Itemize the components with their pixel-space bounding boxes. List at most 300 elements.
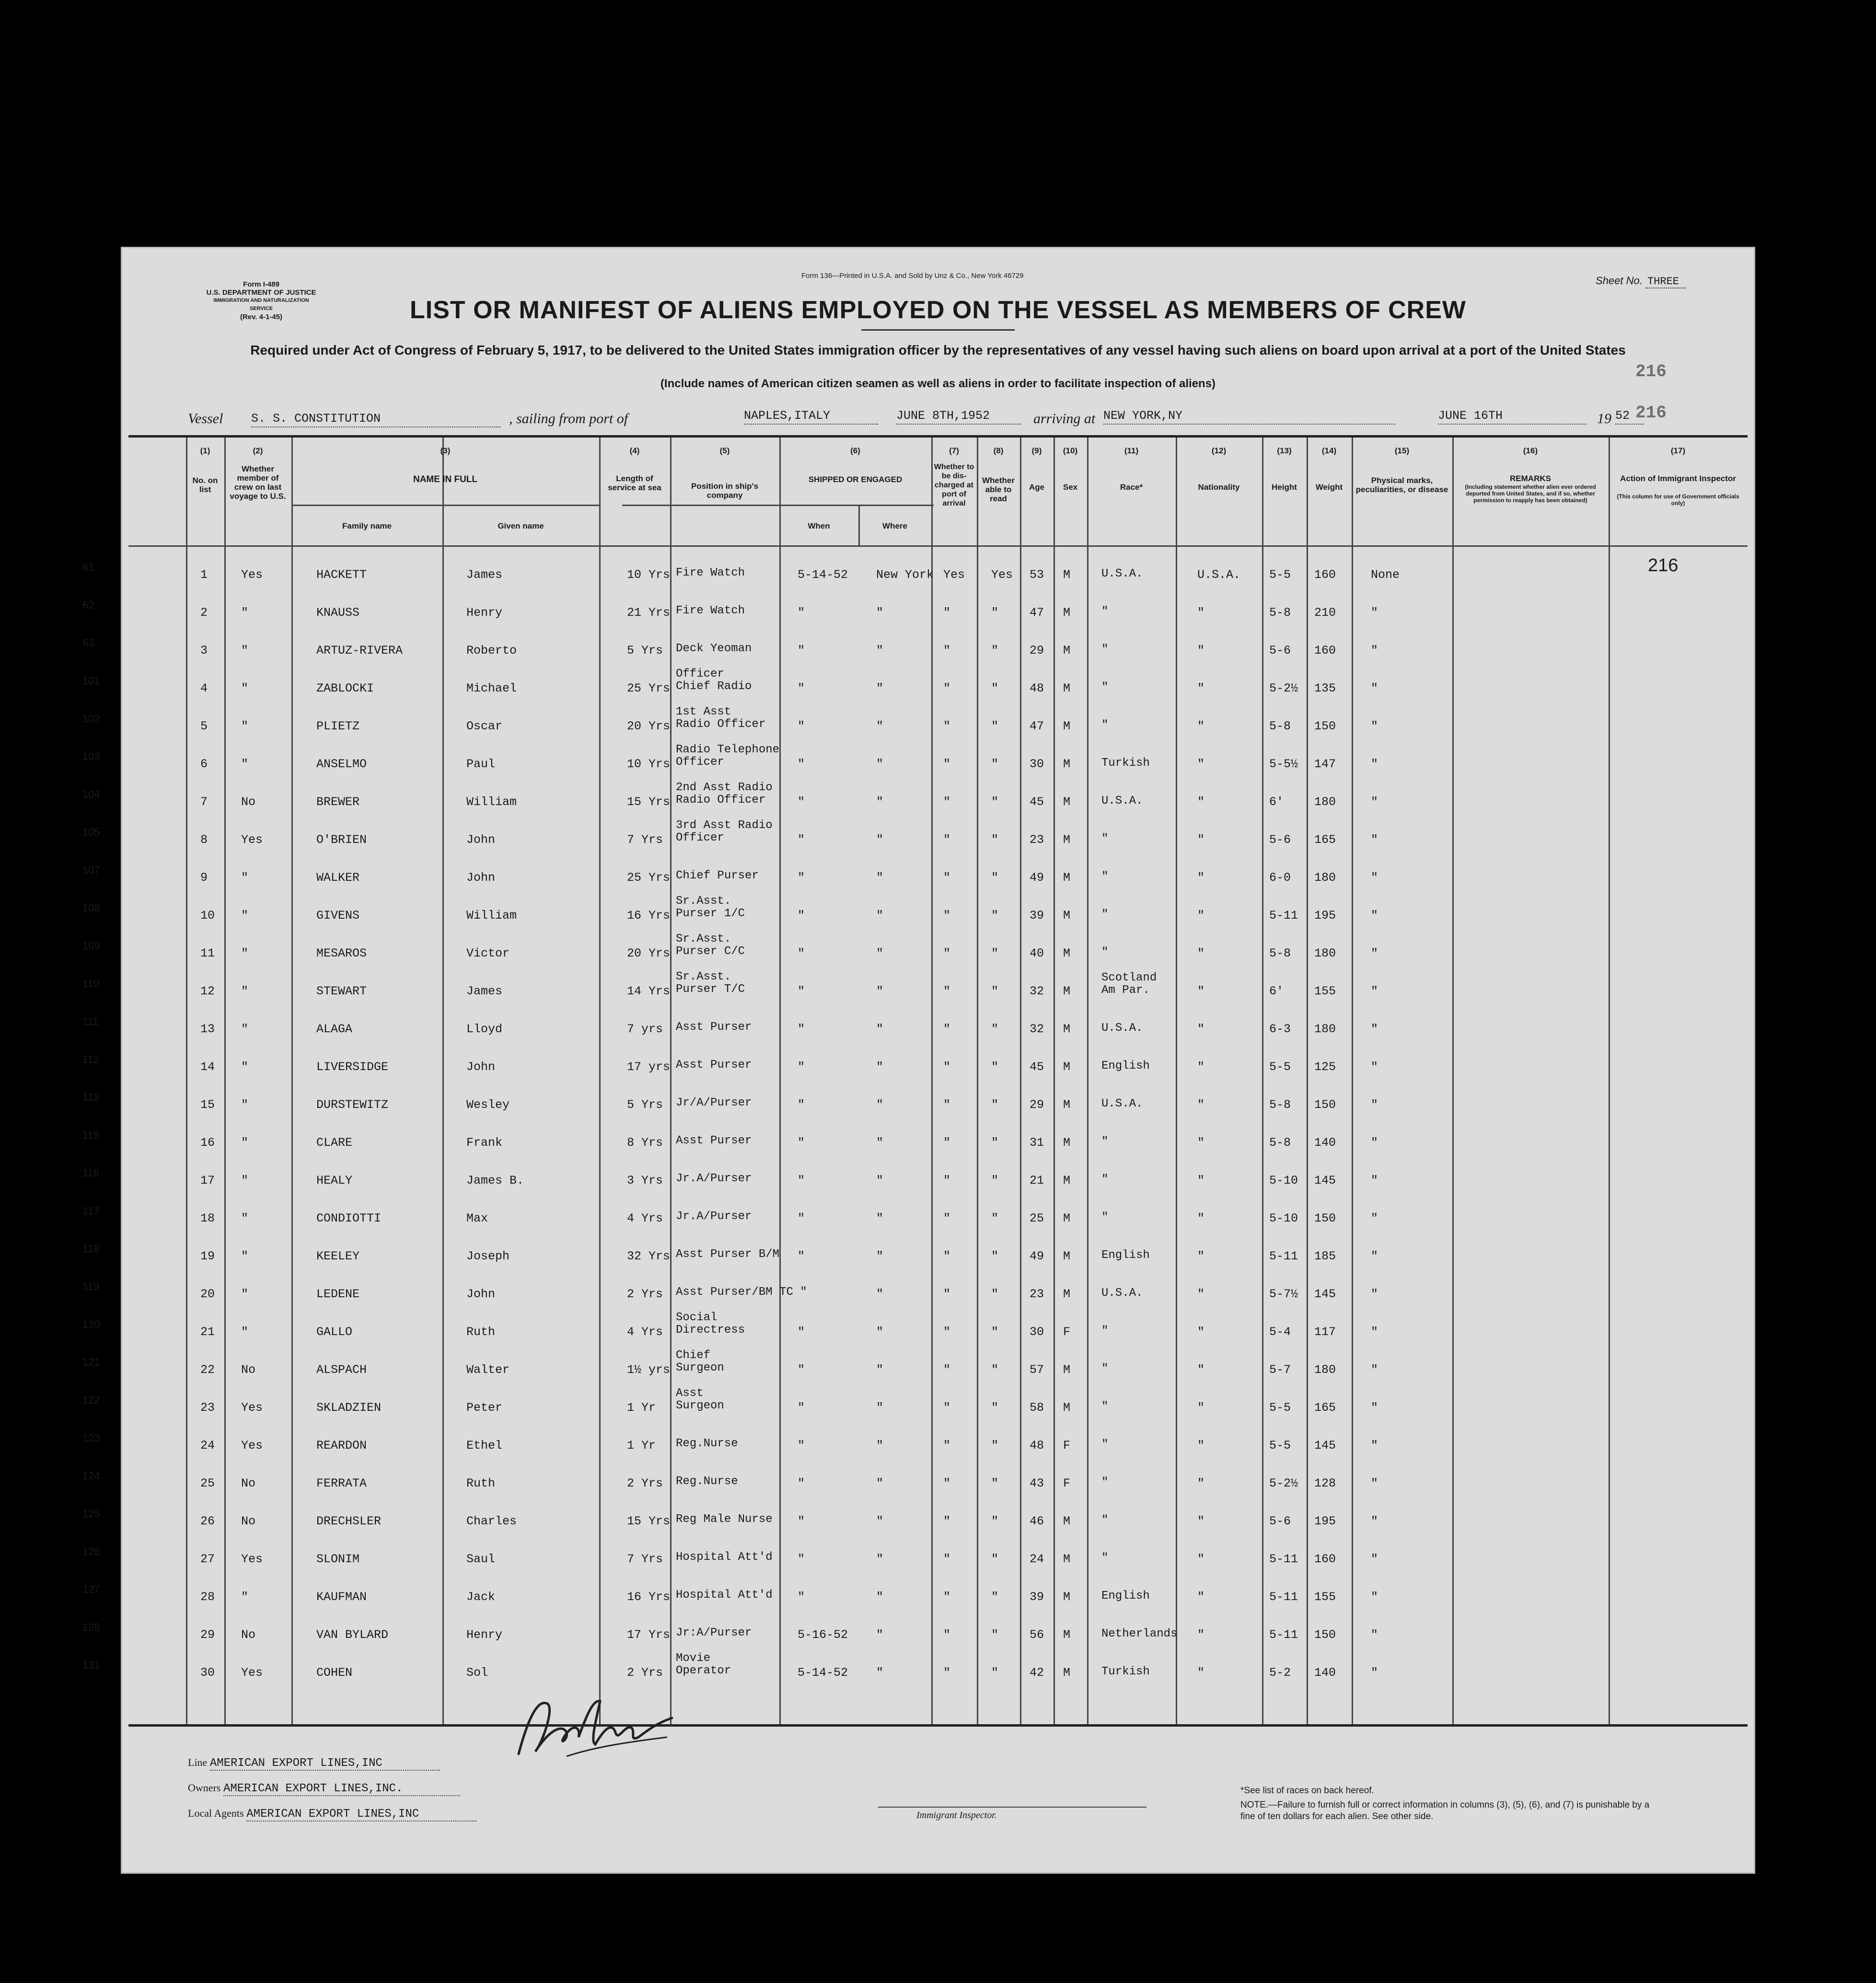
shipped-where: " (876, 757, 884, 771)
col-number: (9) (1031, 446, 1042, 455)
able-to-read: " (991, 1174, 999, 1187)
table-row (82, 970, 1748, 1011)
ref-number: 131 (82, 1659, 100, 1671)
year-prefix: 19 (1597, 411, 1611, 427)
race: English (1101, 1249, 1150, 1262)
service-length: 14 Yrs (627, 984, 671, 998)
able-to-read: " (991, 871, 999, 885)
col-number: (7) (949, 446, 959, 455)
able-to-read: " (991, 606, 999, 620)
shipped-when: " (798, 681, 805, 695)
race: U.S.A. (1101, 1022, 1143, 1035)
race: " (1101, 946, 1109, 959)
col-number: (10) (1063, 446, 1078, 455)
ref-number: 105 (82, 826, 100, 838)
table-row (82, 668, 1748, 708)
list-number: 23 (200, 1401, 215, 1415)
arrival-year: 52 (1615, 409, 1644, 425)
col-number: (1) (200, 446, 210, 455)
last-voyage: " (241, 1287, 249, 1301)
shipped-when: " (798, 984, 805, 998)
able-to-read: " (991, 833, 999, 847)
family-name: VAN BYLARD (316, 1628, 389, 1642)
weight: 185 (1314, 1249, 1336, 1263)
service-length: 2 Yrs (627, 1476, 663, 1490)
agents-value: AMERICAN EXPORT LINES,INC (246, 1808, 476, 1822)
list-number: 29 (200, 1628, 215, 1642)
race-line2: Am Par. (1101, 984, 1150, 997)
height: 5-8 (1269, 1136, 1291, 1150)
family-name: SKLADZIEN (316, 1401, 382, 1415)
shipped-when: " (798, 1476, 805, 1490)
vessel-line (188, 409, 1683, 430)
age: 47 (1030, 719, 1044, 733)
able-to-read: " (991, 1022, 999, 1036)
shipped-where: " (876, 1022, 884, 1036)
header-divider (128, 545, 1748, 547)
list-number: 28 (200, 1590, 215, 1604)
family-name: KEELEY (316, 1249, 360, 1263)
nationality: " (1197, 1590, 1205, 1604)
family-name: SLONIM (316, 1552, 360, 1566)
able-to-read: Yes (991, 568, 1013, 582)
table-row (82, 1617, 1748, 1655)
discharged: " (943, 1098, 951, 1112)
physical-marks: None (1371, 568, 1400, 582)
shipped-when: " (798, 1060, 805, 1074)
ship-position-line1: Officer (676, 668, 724, 680)
race: Netherlands (1101, 1627, 1178, 1640)
service-length: 15 Yrs (627, 795, 671, 809)
service-length: 25 Yrs (627, 871, 671, 885)
sheet-label: Sheet No. (1596, 275, 1643, 287)
col-header-read: Whether able to read (982, 476, 1015, 503)
sex: M (1063, 1552, 1071, 1566)
race: " (1101, 1438, 1109, 1451)
ship-position-line2: Directress (676, 1324, 745, 1337)
age: 29 (1030, 1098, 1044, 1112)
penalty-note: NOTE.—Failure to furnish full or correct information in columns (3), (5), (6), and (7) is punishable by a fine of ten dollars for each alien. See other side. (1240, 1800, 1650, 1822)
ref-number: 110 (82, 978, 100, 990)
discharged: " (943, 909, 951, 922)
ref-number: 120 (82, 1318, 100, 1330)
nationality: " (1197, 1439, 1205, 1453)
weight: 195 (1314, 1514, 1336, 1528)
family-name: ANSELMO (316, 757, 367, 771)
table-row (82, 895, 1748, 935)
nationality: " (1197, 1287, 1205, 1301)
weight: 128 (1314, 1476, 1336, 1490)
able-to-read: " (991, 681, 999, 695)
race: " (1101, 832, 1109, 845)
able-to-read: " (991, 1249, 999, 1263)
shipped-when: " (798, 1174, 805, 1187)
table-row (82, 781, 1748, 822)
ship-position: Chief Purser (676, 869, 759, 882)
col-header-shipped: SHIPPED OR ENGAGED (808, 475, 903, 484)
able-to-read: " (991, 1552, 999, 1566)
age: 53 (1030, 568, 1044, 582)
sex: M (1063, 946, 1071, 960)
sex: M (1063, 1590, 1071, 1604)
ref-number: 121 (82, 1356, 100, 1368)
shipped-where: " (876, 984, 884, 998)
given-name: Wesley (466, 1098, 510, 1112)
agents-label: Local Agents (188, 1807, 244, 1819)
list-number: 30 (200, 1666, 215, 1680)
ref-number: 125 (82, 1508, 100, 1520)
service-length: 2 Yrs (627, 1287, 663, 1301)
shipped-where: " (876, 1552, 884, 1566)
list-number: 10 (200, 909, 215, 922)
service-length: 1 Yr (627, 1401, 656, 1415)
able-to-read: " (991, 1628, 999, 1642)
last-voyage: " (241, 1098, 249, 1112)
list-number: 27 (200, 1552, 215, 1566)
given-name: Charles (466, 1514, 517, 1528)
age: 58 (1030, 1401, 1044, 1415)
family-name: MESAROS (316, 946, 367, 960)
discharged: " (943, 1022, 951, 1036)
height: 5-7 (1269, 1363, 1291, 1377)
able-to-read: " (991, 1590, 999, 1604)
col-header-remarks-note: (Including statement whether alien ever ordered deported from United States, and if so, whether permission to reapply has been obtained) (1465, 484, 1596, 504)
ship-position-line1: 1st Asst (676, 705, 731, 718)
nationality: " (1197, 1476, 1205, 1490)
family-name: LEDENE (316, 1287, 360, 1301)
ship-position: Deck Yeoman (676, 642, 752, 655)
include-note: (Include names of American citizen seamen as well as aliens in order to facilitate inspection of aliens) (660, 377, 1216, 390)
physical-marks: " (1371, 644, 1378, 657)
shipped-where: " (876, 833, 884, 847)
given-name: John (466, 871, 496, 885)
list-number: 18 (200, 1211, 215, 1225)
able-to-read: " (991, 1136, 999, 1150)
last-voyage: " (241, 719, 249, 733)
col-number: (12) (1211, 446, 1227, 455)
col-number: (11) (1124, 446, 1139, 455)
ship-position-line2: Operator (676, 1664, 731, 1677)
given-name: James (466, 984, 503, 998)
given-name: Henry (466, 1628, 503, 1642)
race: Turkish (1101, 1665, 1150, 1678)
sex: M (1063, 1249, 1071, 1263)
col-number: (8) (993, 446, 1004, 455)
list-number: 13 (200, 1022, 215, 1036)
discharged: " (943, 1174, 951, 1187)
ship-position-line1: Sr.Asst. (676, 933, 731, 945)
race: English (1101, 1590, 1150, 1603)
service-length: 17 Yrs (627, 1628, 671, 1642)
ship-position: Jr.A/Purser (676, 1172, 752, 1185)
service-length: 17 yrs (627, 1060, 671, 1074)
table-row (82, 1504, 1748, 1541)
nationality: " (1197, 984, 1205, 998)
weight: 150 (1314, 719, 1336, 733)
family-name: KNAUSS (316, 606, 360, 620)
nationality: " (1197, 1552, 1205, 1566)
nationality: " (1197, 1211, 1205, 1225)
age: 23 (1030, 833, 1044, 847)
given-name: Henry (466, 606, 503, 620)
shipped-subrule (779, 505, 934, 506)
inspector-line (878, 1807, 1146, 1808)
weight: 165 (1314, 1401, 1336, 1415)
col-header-no: No. on list (192, 476, 218, 494)
discharged: " (943, 606, 951, 620)
table-row (82, 1239, 1748, 1276)
race: " (1101, 681, 1109, 694)
family-name: GALLO (316, 1325, 353, 1339)
ship-position-line2: Officer (676, 831, 724, 844)
age: 39 (1030, 909, 1044, 922)
family-name: HEALY (316, 1174, 353, 1187)
shipped-when: " (798, 1439, 805, 1453)
physical-marks: " (1371, 984, 1378, 998)
title-underline (861, 329, 1015, 331)
last-voyage: " (241, 1136, 249, 1150)
printer-note: Form 136—Printed in U.S.A. and Sold by Unz & Co., New York 46729 (801, 272, 1024, 280)
given-name: Lloyd (466, 1022, 503, 1036)
discharged: " (943, 1476, 951, 1490)
col-header-race: Race* (1120, 483, 1143, 492)
race: " (1101, 1552, 1109, 1565)
col-header-where: Where (882, 521, 907, 530)
nationality: " (1197, 1401, 1205, 1415)
vessel-label: Vessel (188, 411, 223, 427)
shipped-when: 5-14-52 (798, 1666, 848, 1680)
shipped-when: " (798, 1249, 805, 1263)
list-number: 12 (200, 984, 215, 998)
physical-marks: " (1371, 1401, 1378, 1415)
col-number: (14) (1321, 446, 1337, 455)
shipped-subrule (622, 505, 780, 506)
weight: 160 (1314, 568, 1336, 582)
given-name: Roberto (466, 644, 517, 657)
sheet-value: THREE (1645, 276, 1686, 288)
table-row (82, 743, 1748, 784)
sex: M (1063, 1514, 1071, 1528)
ship-position: Fire Watch (676, 604, 745, 617)
nationality: " (1197, 1363, 1205, 1377)
service-length: 7 yrs (627, 1022, 663, 1036)
given-name: Peter (466, 1401, 503, 1415)
ship-position: Fire Watch (676, 566, 745, 579)
height: 6-3 (1269, 1022, 1291, 1036)
family-name: CLARE (316, 1136, 353, 1150)
weight: 125 (1314, 1060, 1336, 1074)
given-name: Ruth (466, 1476, 496, 1490)
list-number: 7 (200, 795, 208, 809)
given-name: Max (466, 1211, 488, 1225)
shipped-when: " (798, 1022, 805, 1036)
shipped-where: " (876, 1098, 884, 1112)
ref-number: 62 (82, 599, 94, 611)
nationality: " (1197, 1060, 1205, 1074)
owners-label: Owners (188, 1782, 221, 1794)
weight: 145 (1314, 1174, 1336, 1187)
ship-position-line2: Surgeon (676, 1399, 724, 1412)
line-value: AMERICAN EXPORT LINES,INC (210, 1757, 440, 1771)
service-length: 16 Yrs (627, 1590, 671, 1604)
last-voyage: " (241, 871, 249, 885)
discharged: " (943, 1060, 951, 1074)
ship-position: Hospital Att'd (676, 1589, 773, 1602)
shipped-when: " (798, 1590, 805, 1604)
owners-value: AMERICAN EXPORT LINES,INC. (223, 1782, 460, 1796)
discharged: " (943, 984, 951, 998)
discharged: " (943, 1552, 951, 1566)
table-row (82, 1466, 1748, 1503)
physical-marks: " (1371, 1590, 1378, 1604)
col-number: (4) (629, 446, 640, 455)
sex: M (1063, 1287, 1071, 1301)
able-to-read: " (991, 909, 999, 922)
given-name: Oscar (466, 719, 503, 733)
last-voyage: " (241, 984, 249, 998)
shipped-when: 5-16-52 (798, 1628, 848, 1642)
departure-port: NAPLES,ITALY (744, 409, 878, 425)
height: 5-8 (1269, 1098, 1291, 1112)
service-length: 3 Yrs (627, 1174, 663, 1187)
table-row (82, 1387, 1748, 1428)
physical-marks: " (1371, 1249, 1378, 1263)
col-number: (3) (440, 446, 451, 455)
ship-position (676, 744, 779, 769)
physical-marks: " (1371, 871, 1378, 885)
height: 5-6 (1269, 833, 1291, 847)
sex: M (1063, 1666, 1071, 1680)
weight: 117 (1314, 1325, 1336, 1339)
able-to-read: " (991, 1439, 999, 1453)
sex: M (1063, 1211, 1071, 1225)
physical-marks: " (1371, 1514, 1378, 1528)
shipped-when: " (798, 1363, 805, 1377)
given-name: Sol (466, 1666, 488, 1680)
table-row (82, 1049, 1748, 1087)
list-number: 19 (200, 1249, 215, 1263)
shipped-when: " (798, 871, 805, 885)
able-to-read: " (991, 1514, 999, 1528)
ship-position-line2: Radio Officer (676, 794, 766, 807)
shipped-where: " (876, 1211, 884, 1225)
given-name: Frank (466, 1136, 503, 1150)
shipped-when: " (798, 833, 805, 847)
nationality: " (1197, 1098, 1205, 1112)
table-row (82, 1311, 1748, 1352)
weight: 155 (1314, 984, 1336, 998)
ref-number: 102 (82, 713, 100, 725)
arriving-label: arriving at (1033, 411, 1096, 427)
col-header-weight: Weight (1315, 483, 1343, 492)
age: 45 (1030, 795, 1044, 809)
sex: M (1063, 1060, 1071, 1074)
ref-number: 61 (82, 561, 94, 573)
weight: 160 (1314, 1552, 1336, 1566)
table-row (82, 1579, 1748, 1617)
nationality: " (1197, 1666, 1205, 1680)
last-voyage: " (241, 1249, 249, 1263)
shipped-when: " (798, 1325, 805, 1339)
physical-marks: " (1371, 1174, 1378, 1187)
nationality: " (1197, 909, 1205, 922)
discharged: " (943, 1211, 951, 1225)
weight: 180 (1314, 946, 1336, 960)
nationality: " (1197, 644, 1205, 657)
discharged: " (943, 871, 951, 885)
family-name: WALKER (316, 871, 360, 885)
age: 32 (1030, 1022, 1044, 1036)
ship-position (676, 819, 773, 844)
given-name: William (466, 795, 517, 809)
height: 5-5 (1269, 1060, 1291, 1074)
last-voyage: No (241, 795, 256, 809)
physical-marks: " (1371, 1325, 1378, 1339)
col-number: (15) (1394, 446, 1410, 455)
list-number: 24 (200, 1439, 215, 1453)
list-number: 2 (200, 606, 208, 620)
family-name: HACKETT (316, 568, 367, 582)
height: 5-4 (1269, 1325, 1291, 1339)
stamp-number: 216 (1635, 362, 1667, 381)
last-voyage: Yes (241, 1552, 263, 1566)
given-name: Walter (466, 1363, 510, 1377)
service-length: 16 Yrs (627, 909, 671, 922)
last-voyage: " (241, 606, 249, 620)
col-number: (2) (253, 446, 263, 455)
physical-marks: " (1371, 1628, 1378, 1642)
height: 5-5 (1269, 568, 1291, 582)
shipped-where: " (876, 1060, 884, 1074)
family-name: ALSPACH (316, 1363, 367, 1377)
shipped-where: " (876, 606, 884, 620)
physical-marks: " (1371, 1363, 1378, 1377)
table-row (82, 555, 1748, 595)
given-name: Ethel (466, 1439, 503, 1453)
table-row (82, 860, 1748, 898)
physical-marks: " (1371, 1439, 1378, 1453)
table-row (82, 595, 1748, 633)
inspector-action: 216 (1648, 555, 1679, 576)
service-length: 8 Yrs (627, 1136, 663, 1150)
service-length: 2 Yrs (627, 1666, 663, 1680)
sex: M (1063, 1363, 1071, 1377)
shipped-where: " (876, 1666, 884, 1680)
col-number: (6) (850, 446, 860, 455)
service-length: 10 Yrs (627, 568, 671, 582)
height: 5-2½ (1269, 1476, 1298, 1490)
list-number: 3 (200, 644, 208, 657)
sex: M (1063, 606, 1071, 620)
sex: F (1063, 1476, 1071, 1490)
sex: F (1063, 1439, 1071, 1453)
ref-number: 111 (82, 1015, 99, 1027)
last-voyage: Yes (241, 1401, 263, 1415)
last-voyage: " (241, 1325, 249, 1339)
physical-marks: " (1371, 795, 1378, 809)
race-note: *See list of races on back hereof. (1240, 1786, 1374, 1796)
form-number: Form I-489 (243, 280, 279, 288)
shipped-when: " (798, 644, 805, 657)
table-row (82, 1087, 1748, 1125)
race: U.S.A. (1101, 795, 1143, 807)
weight: 147 (1314, 757, 1336, 771)
weight: 180 (1314, 795, 1336, 809)
crew-table (82, 435, 1748, 1727)
page-title: LIST OR MANIFEST OF ALIENS EMPLOYED ON THE VESSEL AS MEMBERS OF CREW (410, 296, 1466, 324)
age: 45 (1030, 1060, 1044, 1074)
list-number: 11 (200, 946, 215, 960)
